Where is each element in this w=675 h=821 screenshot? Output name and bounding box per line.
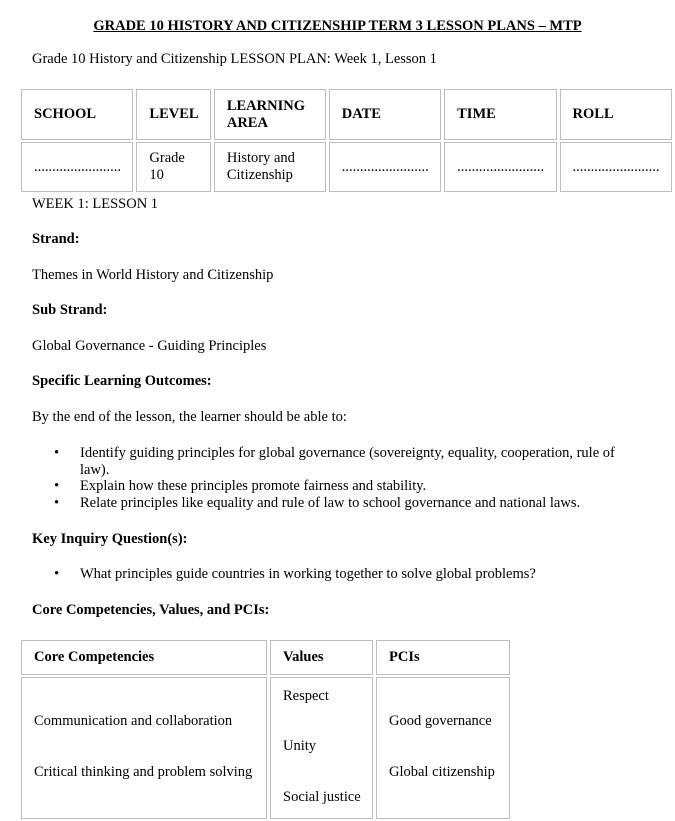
value-item: Unity <box>283 738 317 754</box>
value-learning-area: History and Citizenship <box>214 142 326 192</box>
list-item: • Relate principles like equality and rule of law to school governance and national laws. <box>54 494 581 511</box>
lesson-plan-subtitle: Grade 10 History and Citizenship LESSON PLAN: Week 1, Lesson 1 <box>32 51 437 67</box>
header-values: Values <box>270 640 373 675</box>
list-item: • Identify guiding principles for global governance (sovereignty, equality, cooperation, rule of law). <box>54 445 615 478</box>
outcomes-list <box>32 445 642 511</box>
sub-strand-value: Global Governance - Guiding Principles <box>32 338 267 354</box>
header-pcis: PCIs <box>376 640 510 675</box>
outcomes-label: Specific Learning Outcomes: <box>32 373 212 389</box>
value-time: ........................ <box>444 142 556 192</box>
inquiry-label: Key Inquiry Question(s): <box>32 531 188 547</box>
header-school: SCHOOL <box>21 89 133 140</box>
header-level: LEVEL <box>136 89 210 140</box>
outcomes-intro: By the end of the lesson, the learner should be able to: <box>32 409 347 425</box>
value-school: ........................ <box>21 142 133 192</box>
value-roll: ........................ <box>560 142 672 192</box>
header-time: TIME <box>444 89 556 140</box>
value-date: ........................ <box>329 142 441 192</box>
pci-item: Good governance <box>389 713 492 729</box>
week-lesson: WEEK 1: LESSON 1 <box>32 196 159 212</box>
lesson-info-table <box>18 87 675 194</box>
list-item: • What principles guide countries in working together to solve global problems? <box>54 566 536 582</box>
competency-item: Communication and collaboration <box>34 713 233 729</box>
page-title: GRADE 10 HISTORY AND CITIZENSHIP TERM 3 LESSON PLANS – MTP <box>93 18 582 34</box>
header-roll: ROLL <box>560 89 672 140</box>
header-core-competencies: Core Competencies <box>21 640 267 675</box>
bullet-icon: • <box>54 566 60 582</box>
value-item: Social justice <box>283 789 361 805</box>
sub-strand-label: Sub Strand: <box>32 302 108 318</box>
values-cell <box>270 677 373 819</box>
competencies-label: Core Competencies, Values, and PCIs: <box>32 602 270 618</box>
header-learning-area: LEARNING AREA <box>214 89 326 140</box>
strand-label: Strand: <box>32 231 80 247</box>
value-level: Grade 10 <box>136 142 210 192</box>
list-item: • Explain how these principles promote fairness and stability. <box>54 478 427 494</box>
core-competencies-cell <box>21 677 267 819</box>
inquiry-list <box>32 566 642 583</box>
competencies-table <box>18 638 513 821</box>
value-item: Respect <box>283 688 329 704</box>
pcis-cell <box>376 677 510 819</box>
bullet-icon: • <box>54 494 60 511</box>
bullet-icon: • <box>54 478 60 494</box>
bullet-icon: • <box>54 445 60 461</box>
header-date: DATE <box>329 89 441 140</box>
pci-item: Global citizenship <box>389 764 495 780</box>
competency-item: Critical thinking and problem solving <box>34 764 253 780</box>
strand-value: Themes in World History and Citizenship <box>32 267 274 283</box>
